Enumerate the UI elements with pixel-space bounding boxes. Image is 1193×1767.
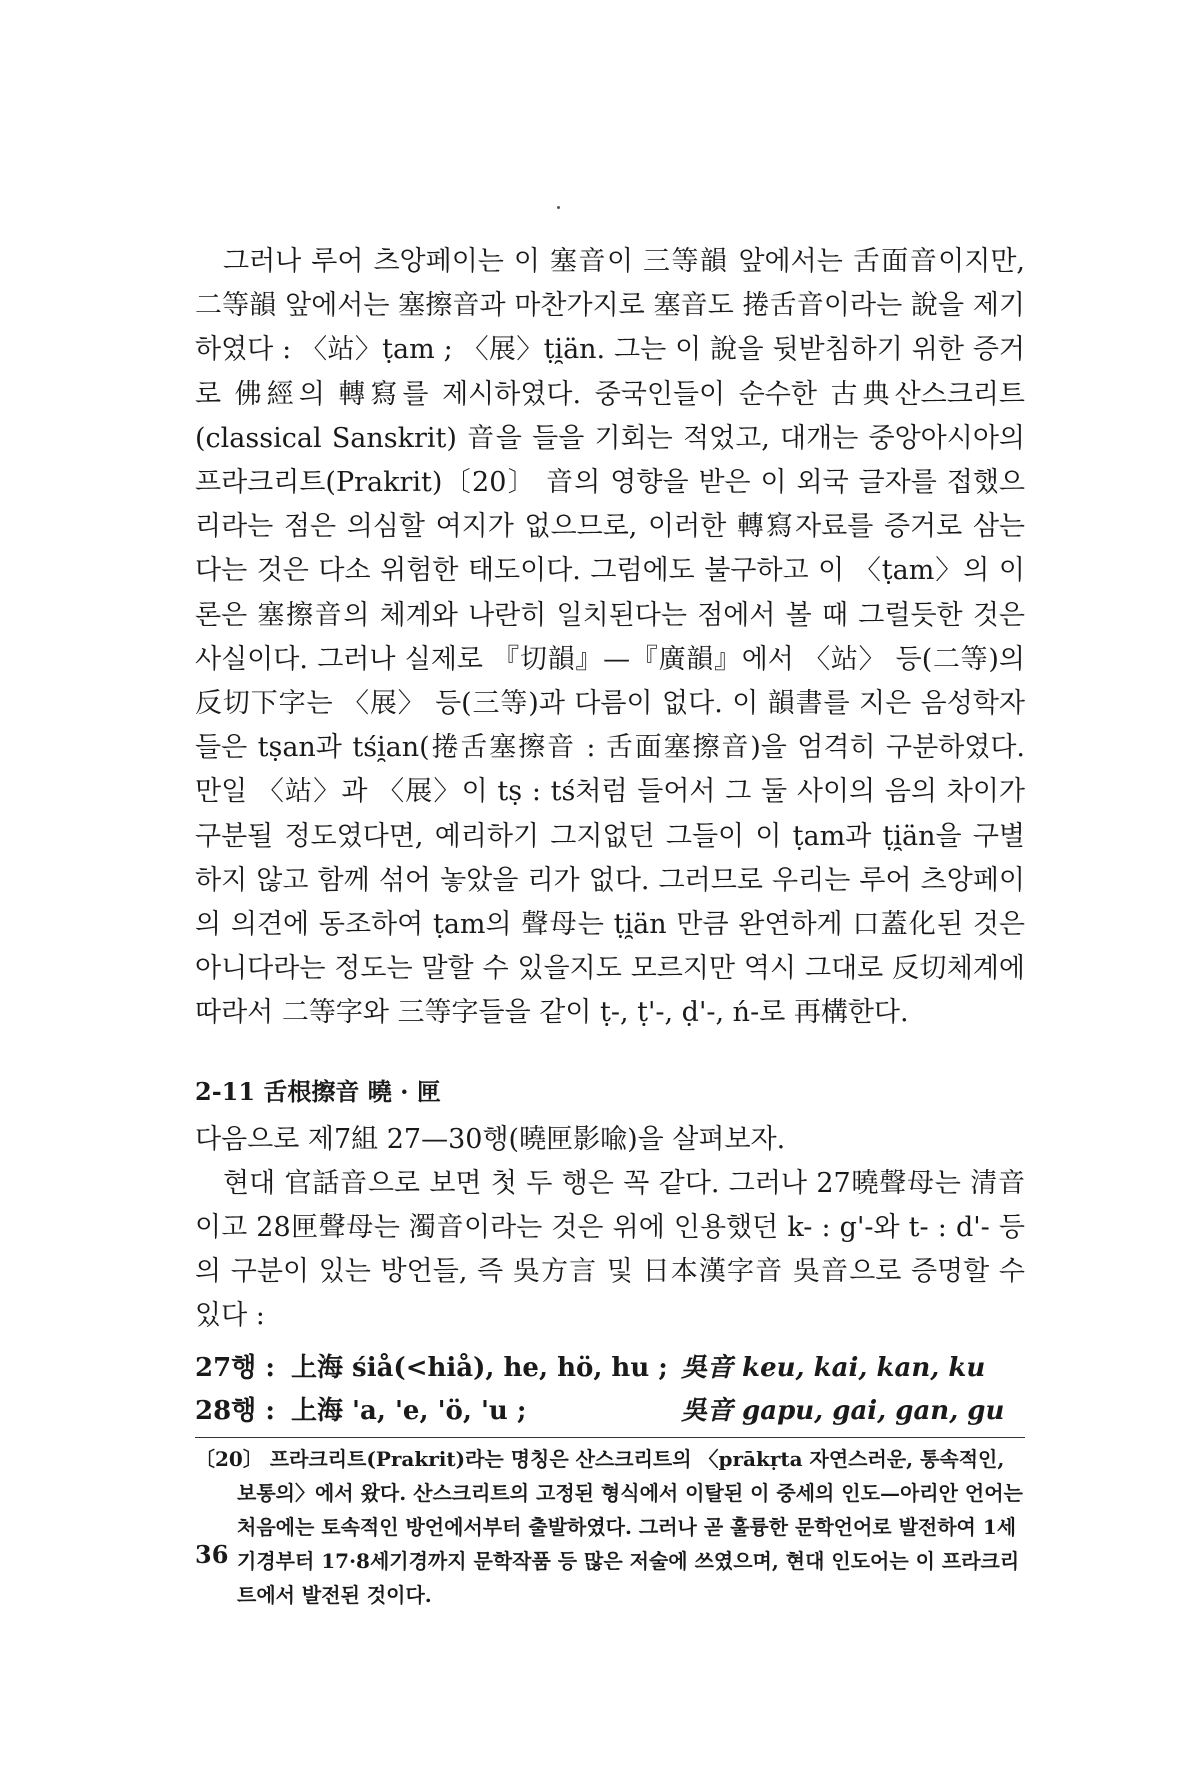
example-shanghai: 上海 'a, 'e, 'ö, 'u ; xyxy=(291,1395,527,1426)
example-label: 28행 : xyxy=(195,1395,275,1426)
example-row xyxy=(195,1390,1025,1433)
example-list xyxy=(195,1347,1025,1433)
example-wu: 吳音 keu, kai, kan, ku xyxy=(681,1352,986,1383)
page-mark xyxy=(557,206,560,209)
footnote: 〔20〕 프라크리트(Prakrit)라는 명칭은 산스크리트의 〈prākṛta 자연스러운, 통속적인, 보통의〉에서 왔다. 산스크리트의 고정된 형식에서 이탈된 이 중세의 인도—아리안 언어는 처음에는 토속적인 방언에서부터 출발하였다. 그러나 곧 훌륭한 문학언어로 발전하여 1세기경부터 17·8세기경까지 문학작품 등 많은 저술에 쓰였으며, 현대 인도어는 이 프라크리트에서 발전된 것이다. xyxy=(195,1446,1023,1607)
example-shanghai: 上海 śiå(<hiå), he, hö, hu ; xyxy=(291,1352,668,1383)
section-intro: 다음으로 제7組 27—30행(曉匣影喩)을 살펴보자. xyxy=(195,1123,786,1155)
page-number: 36 xyxy=(195,1540,229,1569)
section-body: 현대 官話音으로 보면 첫 두 행은 꼭 같다. 그러나 27曉聲母는 清音이고 28匣聲母는 濁音이라는 것은 위에 인용했던 k- : g'-와 t- : d'- 등의 구분이 있는 방언들, 즉 吳方言 및 日本漢字音 吳音으로 증명할 수 있다 : xyxy=(195,1167,1025,1332)
example-row xyxy=(195,1347,1025,1390)
section-heading: 2-11 舌根擦音 曉 · 匣 xyxy=(195,1076,441,1106)
example-label: 27행 : xyxy=(195,1352,275,1383)
example-wu: 吳音 gapu, gai, gan, gu xyxy=(681,1395,1005,1426)
footnote-divider xyxy=(195,1437,1025,1438)
page-body xyxy=(195,240,1025,1612)
main-paragraph: 그러나 루어 츠앙페이는 이 塞音이 三等韻 앞에서는 舌面音이지만, 二等韻 앞에서는 塞擦音과 마찬가지로 塞音도 捲舌音이라는 說을 제기하였다 : 〈站〉ṭam ; 〈展〉ṭi̯än. 그는 이 說을 뒷받침하기 위한 증거로 佛經의 轉寫를 제시하였다. 중국인들이 순수한 古典산스크리트(classical Sanskrit) 音을 들을 기회는 적었고, 대개는 중앙아시아의 프라크리트(Prakrit)〔20〕 音의 영향을 받은 이 외국 글자를 접했으리라는 점은 의심할 여지가 없으므로, 이러한 轉寫자료를 증거로 삼는다는 것은 다소 위험한 태도이다. 그럼에도 불구하고 이 〈ṭam〉의 이론은 塞擦音의 체계와 나란히 일치된다는 점에서 볼 때 그럴듯한 것은 사실이다. 그러나 실제로 『切韻』—『廣韻』에서 〈站〉 등(二等)의 反切下字는 〈展〉 등(三等)과 다름이 없다. 이 韻書를 지은 음성학자들은 tṣan과 tśi̯an(捲舌塞擦音 : 舌面塞擦音)을 엄격히 구분하였다. 만일 〈站〉과 〈展〉이 tṣ : tś처럼 들어서 그 둘 사이의 음의 차이가 구분될 정도였다면, 예리하기 그지없던 그들이 이 ṭam과 ṭi̯än을 구별하지 않고 함께 섞어 놓았을 리가 없다. 그러므로 우리는 루어 츠앙페이의 의견에 동조하여 ṭam의 聲母는 ṭi̯än 만큼 완연하게 口蓋化된 것은 아니다라는 정도는 말할 수 있을지도 모르지만 역시 그대로 反切체계에 따라서 二等字와 三等字들을 같이 ṭ-, ṭ'-, ḍ'-, ń-로 再構한다. xyxy=(195,246,1025,1029)
